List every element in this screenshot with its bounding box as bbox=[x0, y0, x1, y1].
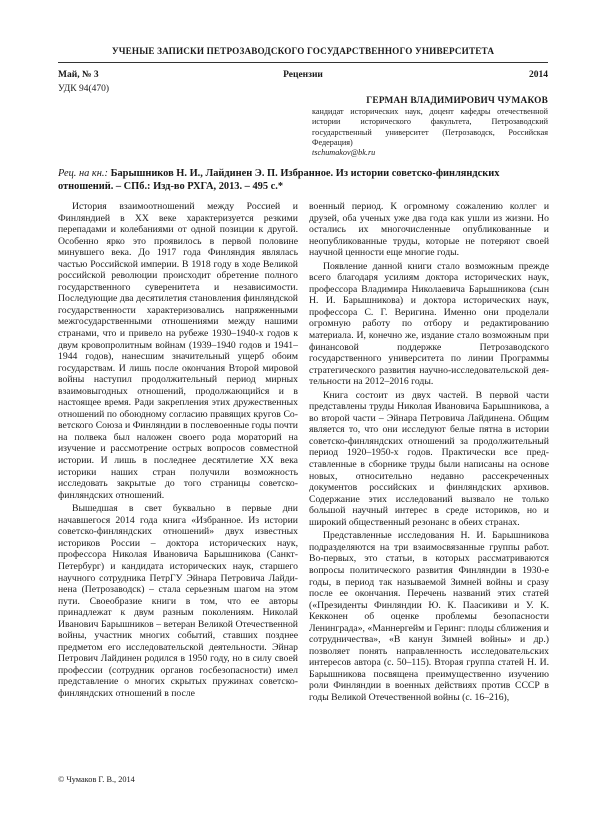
issue-label: Май, № 3 bbox=[58, 70, 99, 80]
body-right-column bbox=[309, 201, 549, 706]
review-reference bbox=[58, 168, 548, 193]
author-affiliation: кандидат исторических наук, доцент кафедры отечественной истории исторического факультета, Петрозаводский государственный университет (Петрозаводск, Российская Федерация) bbox=[312, 107, 548, 147]
author-name: ГЕРМАН ВЛАДИМИРОВИЧ ЧУМАКОВ bbox=[366, 96, 548, 106]
body-left-column bbox=[58, 201, 298, 702]
paragraph: военный период. К огромному сожалению коллег и друзей, оба ученых уже два года как ушли из жизни. Но остались их многочисленные опубликованные и неопубликованные труды, которые не потеряют своей научной ценности еще многие годы. bbox=[309, 201, 549, 259]
year-label: 2014 bbox=[529, 70, 548, 80]
copyright-footnote: © Чумаков Г. В., 2014 bbox=[58, 775, 135, 784]
section-label: Рецензии bbox=[283, 70, 323, 80]
udk-code: УДК 94(470) bbox=[58, 84, 110, 94]
paragraph: Вышедшая в свет буквально в первые дни начавшегося 2014 года книга «Избранное. Из истории советско-финляндских отношений» двух известных историков России – доктора исторических наук, профессора Николая Ивановича Барышникова (Санкт-Петербург) и кандидата исторических наук, старшего научного сотрудника ПетрГУ Эйнара Петровича Лайдинена (Петрозаводск) – стала серьезным шагом на этом пути. Своеобразие книги в том, что ее авторы принадлежат к двум разным поколениям. Николай Иванович Барышников – ветеран Великой Отечественной войны, участник многих событий, ставших позднее предметом его исследовательской деятельности. Эйнар Петрович Лайдинен родился в 1950 году, но в силу своей профессии (сотрудник органов госбезопасности) имел представление о многих скрытых пружинах советско-финляндских отношений в после bbox=[58, 503, 298, 699]
header-rule bbox=[58, 62, 548, 63]
paragraph: История взаимоотношений между Россией и Финляндией в ХХ веке характеризуется резкими перепадами и колебаниями от одной позиции к другой. Особенно ярко это проявилось в первой половине минувшего века. До 1917 года Финляндия являлась частью Российской империи. В 1918 году в ходе Великой российской революции происходит обретение полного государственного суверенитета и независимости. Последующие два десятилетия становления финляндской государственности характеризовались напряженными межгосударственными отношениями между нашими странами, что и привело на рубеже 1930–1940-х годов к двум кровопролитным войнам (1939–1940 годов и 1941–1944 годов), нанесшим значительный ущерб обоим государствам. И лишь после окончания Второй мировой войны наступил продолжительный период мирных взаимовыгодных отношений, продолжающийся и в настоящее время. Ради закрепления этих дружественных отношений по обоюдному согласию правящих кругов Советского Союза и Финляндии в послевоенные годы почти на полвека был наложен своего рода мораторий на изучение и рассмотрение острых вопросов совместной истории. И лишь в последнее десятилетие ХХ века историки наших стран получили возможность исследовать закрытые до того страницы советско-финляндских отношений. bbox=[58, 201, 298, 501]
paragraph: Появление данной книги стало возможным прежде всего благодаря усилиям доктора исторических наук, профессора Владимира Николаевича Барышникова (сын Н. И. Барышникова) и доктора исторических наук, профессора С. Г. Веригина. Именно они проделали огромную работу по отбору и редактированию материала. И, конечно же, издание стало возможным при финансовой поддержке Петрозаводского государственного университета по линии Программы стратегического развития научно-исследовательской деятельности на 2012–2016 годы. bbox=[309, 260, 549, 388]
paragraph: Книга состоит из двух частей. В первой части представлены труды Николая Ивановича Барышникова, а во второй части – Эйнара Петровича Лайдинена. Общим является то, что они исследуют белые пятна в истории советско-финляндских отношений за продолжительный период 1920–1950-х годов. Практически все представленные в сборнике труды были написаны на основе новых, относительно недавно рассекреченных документов российских и финляндских архивов. Содержание этих исследований вызвало не только большой научный интерес в среде историков, но и широкий общественный резонанс в обеих странах. bbox=[309, 389, 549, 528]
author-email[interactable]: tschumakov@bk.ru bbox=[312, 148, 376, 158]
issue-meta-row bbox=[58, 70, 548, 82]
author-block bbox=[312, 96, 548, 158]
review-citation: Барышников Н. И., Лайдинен Э. П. Избранное. Из истории советско-финляндских отношений. – СПб.: Изд-во РХГА, 2013. – 495 с.* bbox=[58, 168, 500, 192]
paragraph: Представленные исследования Н. И. Барышникова подразделяются на три взаимосвязанные группы работ. Во-первых, это статьи, в которых рассматриваются вопросы политического развития Финляндии в 1930-е годы, в период так называемой Зимней войны и сразу после ее окончания. Перечень названий этих статей («Президенты Финляндии Ю. К. Паасикиви и У. К. Кекконен об оценке проблемы безопасности Ленинграда», «Маннергейм и Геринг: плоды сближения и сотрудничества», «В канун Зимней войны» и др.) позволяет понять направленность исследовательских интересов автора (с. 50–115). Вторая группа статей Н. И. Барышникова посвящена преимущественно изучению роли Финляндии в военных действиях против СССР в годы Великой Отечественной войны (с. 16–216), bbox=[309, 530, 549, 703]
journal-title: УЧЕНЫЕ ЗАПИСКИ ПЕТРОЗАВОДСКОГО ГОСУДАРСТВЕННОГО УНИВЕРСИТЕТА bbox=[111, 46, 495, 56]
review-prefix: Рец. на кн.: bbox=[58, 168, 108, 179]
